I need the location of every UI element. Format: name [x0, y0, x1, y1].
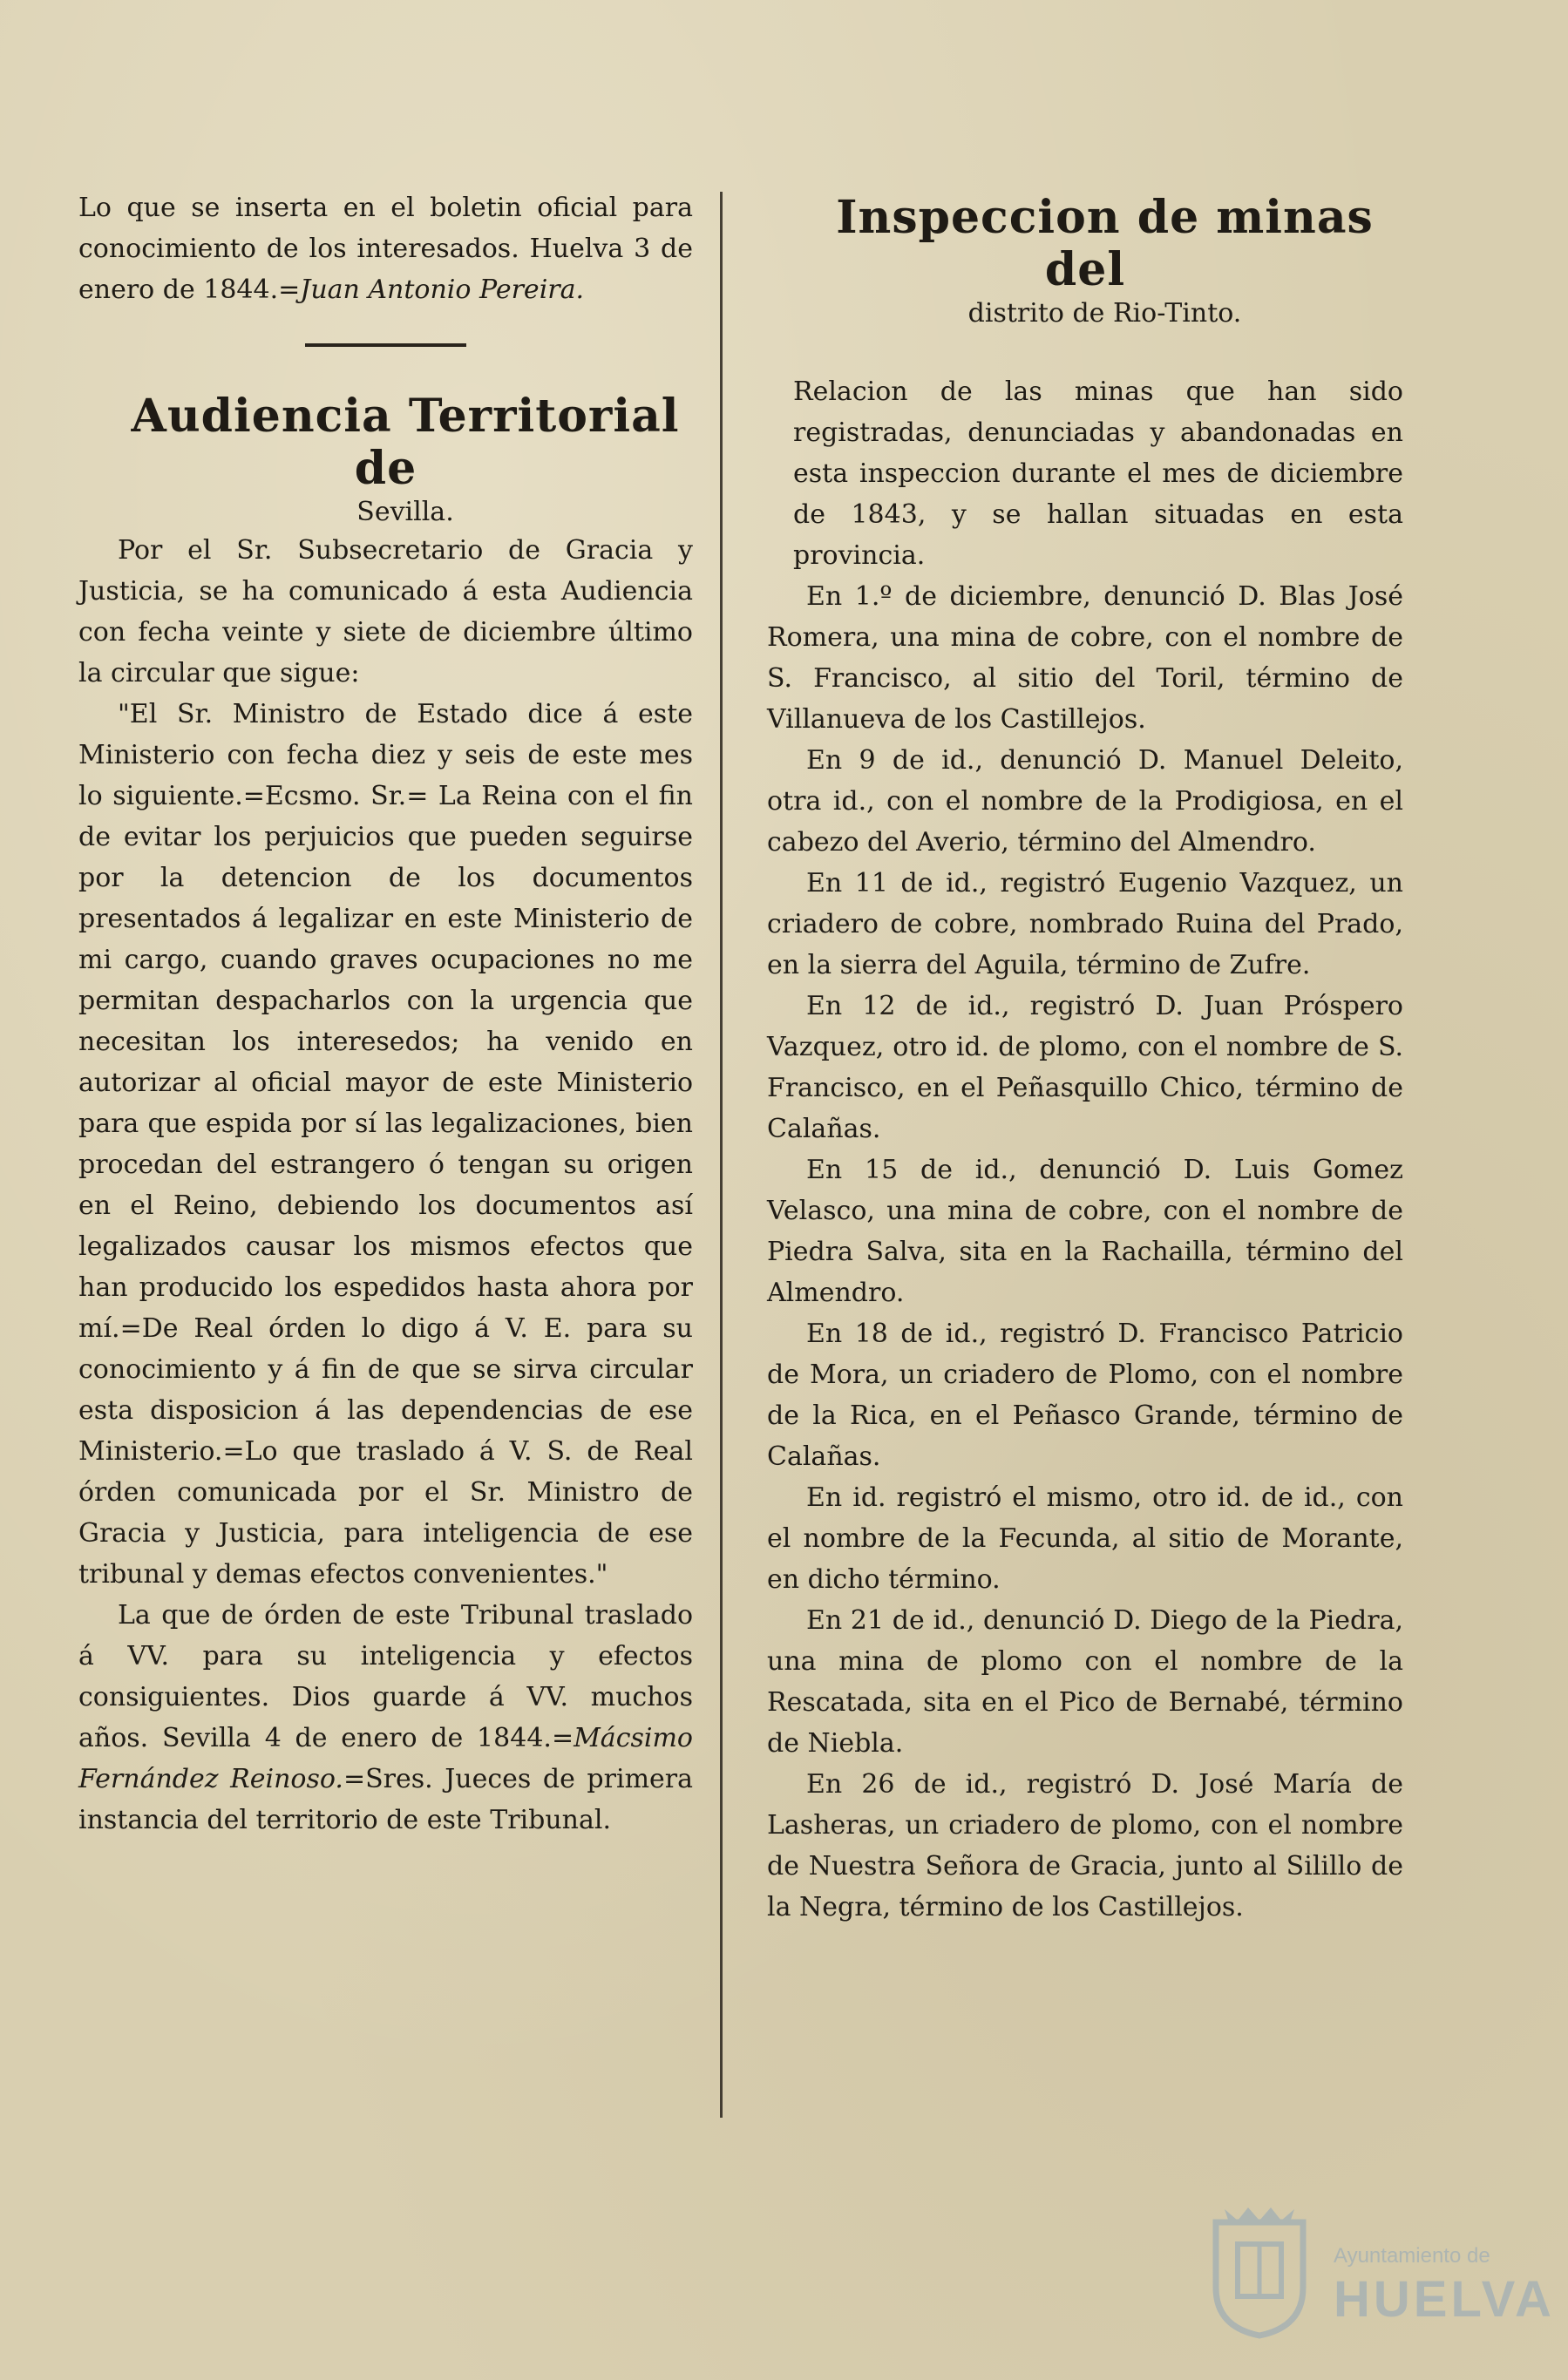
section-divider-rule [305, 343, 466, 347]
audiencia-subheading: Sevilla. [356, 497, 454, 527]
opening-text: Lo que se inserta en el boletin oficial para conocimiento de los interesados. Huelva 3 de enero de 1844. [78, 193, 693, 305]
opening-signature: =Juan Antonio Pereira. [278, 275, 585, 305]
mines-intro-paragraph: Relacion de las minas que han sido registradas, denunciadas y abandonadas en esta inspeccion durante el mes de diciembre de 1843, y se hallan situadas en esta provincia. [793, 376, 1403, 571]
circular-closing-paragraph [78, 1595, 693, 1841]
mine-entry: En 9 de id., denunció D. Manuel Deleito, otra id., con el nombre de la Prodigiosa, en el cabezo del Averio, término del Almendro. [767, 745, 1403, 858]
opening-paragraph [78, 187, 693, 310]
mine-entry: En 18 de id., registró D. Francisco Patricio de Mora, un criadero de Plomo, con el nombre de la Rica, en el Peñasco Grande, término de Calañas. [767, 1319, 1403, 1472]
huelva-watermark [1203, 2196, 1555, 2353]
closing-text: La que de órden de este Tribunal traslado á VV. para su inteligencia y efectos consiguientes. Dios guarde á VV. muchos años. Sevilla 4 de enero de 1844. [78, 1600, 693, 1753]
circular-intro-paragraph: Por el Sr. Subsecretario de Gracia y Justicia, se ha comunicado á esta Audiencia con fecha veinte y siete de diciembre último la circular que sigue: [78, 535, 693, 688]
mine-entry: En 26 de id., registró D. José María de Lasheras, un criadero de plomo, con el nombre de Nuestra Señora de Gracia, junto al Silillo de la Negra, término de los Castillejos. [767, 1769, 1403, 1922]
mine-entry: En 21 de id., denunció D. Diego de la Piedra, una mina de plomo con el nombre de la Rescatada, sita en el Pico de Bernabé, término de Niebla. [767, 1605, 1403, 1759]
mine-entry: En 11 de id., registró Eugenio Vazquez, un criadero de cobre, nombrado Ruina del Prado, en la sierra del Aguila, término de Zufre. [767, 868, 1403, 980]
inspeccion-heading: Inspeccion de minas del [836, 191, 1374, 296]
audiencia-heading: Audiencia Territorial de [131, 390, 680, 495]
column-divider [720, 192, 723, 2118]
left-column [78, 187, 693, 1841]
mine-entry: En 12 de id., registró D. Juan Próspero Vazquez, otro id. de plomo, con el nombre de S. Francisco, en el Peñasquillo Chico, término de Calañas. [767, 991, 1403, 1144]
inspeccion-subheading: distrito de Rio-Tinto. [967, 298, 1242, 329]
closing-tail: =Sres. Jueces de primera instancia del territorio de este Tribunal. [78, 1764, 693, 1835]
right-column [767, 192, 1403, 1928]
closing-signature: =Mácsimo Fernández Reinoso. [78, 1723, 693, 1794]
mine-entry: En 1.º de diciembre, denunció D. Blas José Romera, una mina de cobre, con el nombre de S. Francisco, al sitio del Toril, término de Villanueva de los Castillejos. [767, 581, 1403, 735]
mine-entry: En 15 de id., denunció D. Luis Gomez Velasco, una mina de cobre, con el nombre de Piedra Salva, sita en la Rachailla, término del Almendro. [767, 1155, 1403, 1308]
watermark-city-name: HUELVA [1334, 2271, 1555, 2328]
watermark-top-text: Ayuntamiento de [1334, 2244, 1490, 2268]
city-shield-icon [1203, 2205, 1316, 2340]
circular-body-paragraph: "El Sr. Ministro de Estado dice á este Ministerio con fecha diez y seis de este mes lo siguiente.=Ecsmo. Sr.= La Reina con el fin de evitar los perjuicios que pueden seguirse por la detencion de los documentos presentados á legalizar en este Ministerio de mi cargo, cuando graves ocupaciones no me permitan despacharlos con la urgencia que necesitan los interesedos; ha venido en autorizar al oficial mayor de este Ministerio para que espida por sí las legalizaciones, bien procedan del estrangero ó tengan su origen en el Reino, debiendo los documentos así legalizados causar los mismos efectos que han producido los espedidos hasta ahora por mí.=De Real órden lo digo á V. E. para su conocimiento y á fin de que se sirva circular esta disposicion á las dependencias de ese Ministerio.=Lo que traslado á V. S. de Real órden comunicada por el Sr. Ministro de Gracia y Justicia, para inteligencia de ese tribunal y demas efectos convenientes." [78, 699, 693, 1590]
mine-entry: En id. registró el mismo, otro id. de id., con el nombre de la Fecunda, al sitio de Morante, en dicho término. [767, 1482, 1403, 1595]
